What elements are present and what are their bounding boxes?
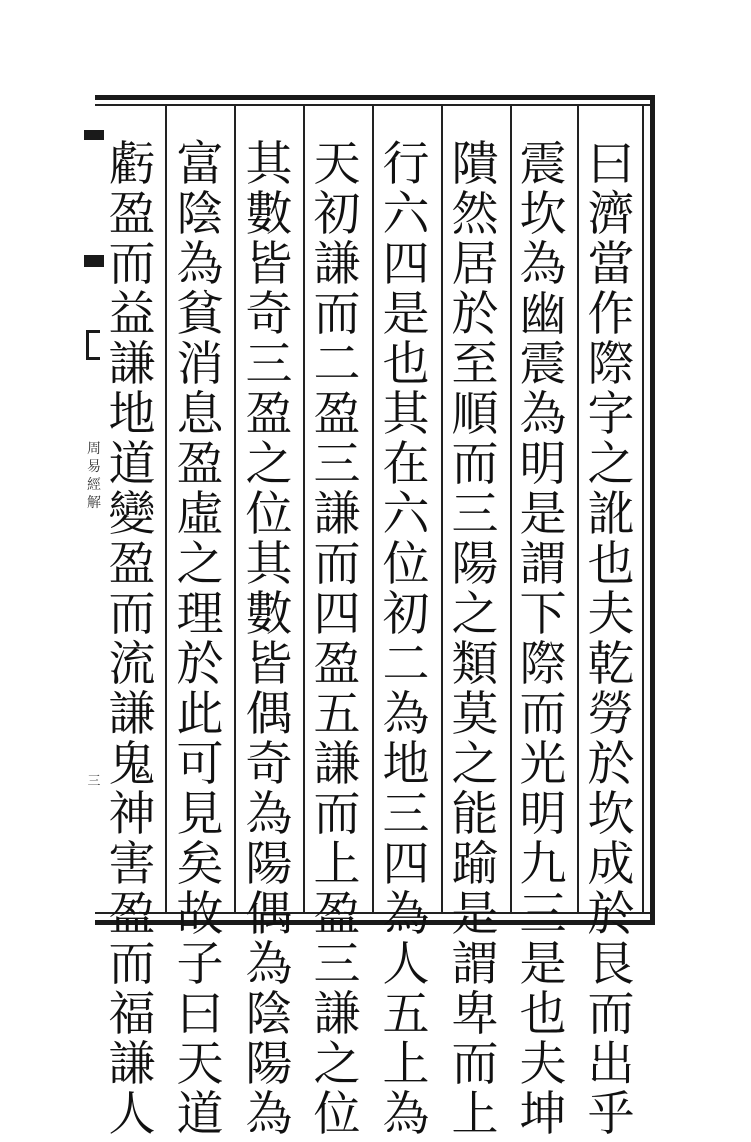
- character: 三: [519, 887, 567, 942]
- character: 九: [519, 837, 567, 892]
- column-rule: [441, 106, 443, 912]
- column-rule: [510, 106, 512, 912]
- character: 震: [519, 337, 567, 392]
- character: 曰: [176, 987, 224, 1042]
- text-column-5: [312, 137, 362, 1142]
- character: 能: [451, 787, 499, 842]
- character: 益: [108, 287, 156, 342]
- character: 坎: [587, 787, 635, 842]
- character: 流: [108, 637, 156, 692]
- frame-inner-right-rule: [642, 104, 644, 914]
- character: 六: [382, 187, 430, 242]
- character: 也: [587, 537, 635, 592]
- character: 之: [451, 587, 499, 642]
- character: 人: [108, 1087, 156, 1142]
- character: 為: [245, 787, 293, 842]
- character: 之: [313, 1037, 361, 1092]
- character: 偶: [245, 887, 293, 942]
- character: 貧: [176, 287, 224, 342]
- character: 三: [382, 787, 430, 842]
- character: 上: [313, 837, 361, 892]
- character: 隤: [451, 137, 499, 192]
- character: 五: [313, 687, 361, 742]
- character: 訛: [587, 487, 635, 542]
- character: 四: [382, 237, 430, 292]
- text-column-2: [518, 137, 568, 1142]
- character: 光: [519, 737, 567, 792]
- character: 矣: [176, 837, 224, 892]
- character: 震: [519, 137, 567, 192]
- character: 陽: [245, 1037, 293, 1092]
- character: 道: [108, 437, 156, 492]
- character: 濟: [587, 187, 635, 242]
- character: 謂: [451, 937, 499, 992]
- character: 盈: [108, 537, 156, 592]
- character: 而: [313, 287, 361, 342]
- character: 是: [519, 487, 567, 542]
- margin-character: 易: [87, 459, 101, 475]
- character: 謙: [108, 1037, 156, 1092]
- character: 之: [451, 737, 499, 792]
- character: 明: [519, 787, 567, 842]
- character: 五: [382, 987, 430, 1042]
- text-column-8: [107, 137, 157, 1142]
- character: 二: [313, 337, 361, 392]
- character: 奇: [245, 737, 293, 792]
- character: 卑: [451, 987, 499, 1042]
- character: 於: [176, 637, 224, 692]
- character: 艮: [587, 937, 635, 992]
- character: 地: [382, 737, 430, 792]
- character: 三: [313, 437, 361, 492]
- character: 鬼: [108, 737, 156, 792]
- character: 虛: [176, 487, 224, 542]
- character: 人: [382, 937, 430, 992]
- character: 為: [176, 237, 224, 292]
- margin-character: 經: [87, 477, 101, 493]
- character: 之: [245, 437, 293, 492]
- character: 福: [108, 987, 156, 1042]
- fish-tail-ornament: [86, 330, 100, 360]
- character: 也: [382, 337, 430, 392]
- character: 而: [451, 1037, 499, 1092]
- character: 為: [382, 1087, 430, 1142]
- character: 盈: [108, 187, 156, 242]
- character: 其: [245, 537, 293, 592]
- character: 子: [176, 937, 224, 992]
- character: 盈: [176, 437, 224, 492]
- character: 謙: [313, 737, 361, 792]
- character: 皆: [245, 237, 293, 292]
- character: 見: [176, 787, 224, 842]
- character: 而: [108, 937, 156, 992]
- character: 而: [519, 687, 567, 742]
- character: 是: [519, 937, 567, 992]
- text-column-3: [450, 137, 500, 1142]
- character: 成: [587, 837, 635, 892]
- column-rule: [577, 106, 579, 912]
- character: 順: [451, 387, 499, 442]
- character: 位: [313, 1087, 361, 1142]
- character: 是: [382, 287, 430, 342]
- character: 息: [176, 387, 224, 442]
- character: 陽: [451, 537, 499, 592]
- character: 之: [587, 437, 635, 492]
- text-column-4: [381, 137, 431, 1142]
- margin-book-title: [84, 440, 104, 512]
- character: 夫: [587, 587, 635, 642]
- character: 居: [451, 237, 499, 292]
- character: 陰: [245, 987, 293, 1042]
- character: 於: [587, 737, 635, 792]
- character: 神: [108, 787, 156, 842]
- character: 三: [313, 937, 361, 992]
- character: 是: [451, 887, 499, 942]
- character: 莫: [451, 687, 499, 742]
- column-rule: [165, 106, 167, 912]
- character: 此: [176, 687, 224, 742]
- character: 作: [587, 287, 635, 342]
- character: 字: [587, 387, 635, 442]
- character: 然: [451, 187, 499, 242]
- character: 而: [313, 537, 361, 592]
- character: 數: [245, 587, 293, 642]
- character: 六: [382, 487, 430, 542]
- character: 為: [382, 687, 430, 742]
- character: 消: [176, 337, 224, 392]
- character: 際: [519, 637, 567, 692]
- column-rule: [372, 106, 374, 912]
- margin-mark: [84, 255, 104, 267]
- character: 地: [108, 387, 156, 442]
- character: 虧: [108, 137, 156, 192]
- character: 四: [313, 587, 361, 642]
- character: 謙: [313, 237, 361, 292]
- character: 而: [108, 237, 156, 292]
- character: 而: [451, 437, 499, 492]
- text-column-1: [586, 137, 636, 1142]
- character: 盈: [313, 887, 361, 942]
- character: 幽: [519, 287, 567, 342]
- character: 當: [587, 237, 635, 292]
- text-column-7: [175, 137, 225, 1142]
- character: 位: [245, 487, 293, 542]
- character: 變: [108, 487, 156, 542]
- character: 初: [382, 587, 430, 642]
- character: 行: [382, 137, 430, 192]
- character: 奇: [245, 287, 293, 342]
- character: 踰: [451, 837, 499, 892]
- character: 為: [382, 887, 430, 942]
- character: 陽: [245, 837, 293, 892]
- character: 其: [245, 137, 293, 192]
- character: 出: [587, 1037, 635, 1092]
- character: 三: [245, 337, 293, 392]
- character: 為: [519, 237, 567, 292]
- character: 天: [313, 137, 361, 192]
- character: 類: [451, 637, 499, 692]
- character: 富: [176, 137, 224, 192]
- margin-mark: [84, 130, 104, 140]
- character: 夫: [519, 1037, 567, 1092]
- character: 謂: [519, 537, 567, 592]
- character: 陰: [176, 187, 224, 242]
- character: 故: [176, 887, 224, 942]
- character: 謙: [108, 687, 156, 742]
- character: 謙: [108, 337, 156, 392]
- character: 理: [176, 587, 224, 642]
- character: 乾: [587, 637, 635, 692]
- character: 盈: [108, 887, 156, 942]
- character: 在: [382, 437, 430, 492]
- character: 至: [451, 337, 499, 392]
- character: 謙: [313, 487, 361, 542]
- text-column-6: [244, 137, 294, 1142]
- character: 上: [382, 1037, 430, 1092]
- character: 坎: [519, 187, 567, 242]
- character: 二: [382, 637, 430, 692]
- character: 三: [451, 487, 499, 542]
- character: 於: [587, 887, 635, 942]
- character: 乎: [587, 1087, 635, 1142]
- character: 數: [245, 187, 293, 242]
- character: 而: [313, 787, 361, 842]
- character: 際: [587, 337, 635, 392]
- column-rule: [303, 106, 305, 912]
- character: 為: [245, 937, 293, 992]
- character: 初: [313, 187, 361, 242]
- character: 於: [451, 287, 499, 342]
- character: 勞: [587, 687, 635, 742]
- character: 上: [451, 1087, 499, 1142]
- character: 可: [176, 737, 224, 792]
- character: 其: [382, 387, 430, 442]
- character: 盈: [245, 387, 293, 442]
- character: 也: [519, 987, 567, 1042]
- margin-character: 周: [87, 441, 101, 457]
- character: 曰: [587, 137, 635, 192]
- character: 為: [245, 1087, 293, 1142]
- character: 下: [519, 587, 567, 642]
- character: 坤: [519, 1087, 567, 1142]
- character: 而: [587, 987, 635, 1042]
- character: 而: [108, 587, 156, 642]
- character: 四: [382, 837, 430, 892]
- character: 天: [176, 1037, 224, 1092]
- character: 謙: [313, 987, 361, 1042]
- character: 位: [382, 537, 430, 592]
- character: 道: [176, 1087, 224, 1142]
- character: 為: [519, 387, 567, 442]
- character: 害: [108, 837, 156, 892]
- character: 明: [519, 437, 567, 492]
- margin-character: 解: [87, 495, 101, 511]
- character: 皆: [245, 637, 293, 692]
- margin-page-number: 三: [87, 774, 101, 789]
- character: 偶: [245, 687, 293, 742]
- character: 盈: [313, 637, 361, 692]
- character: 盈: [313, 387, 361, 442]
- character: 之: [176, 537, 224, 592]
- column-rule: [234, 106, 236, 912]
